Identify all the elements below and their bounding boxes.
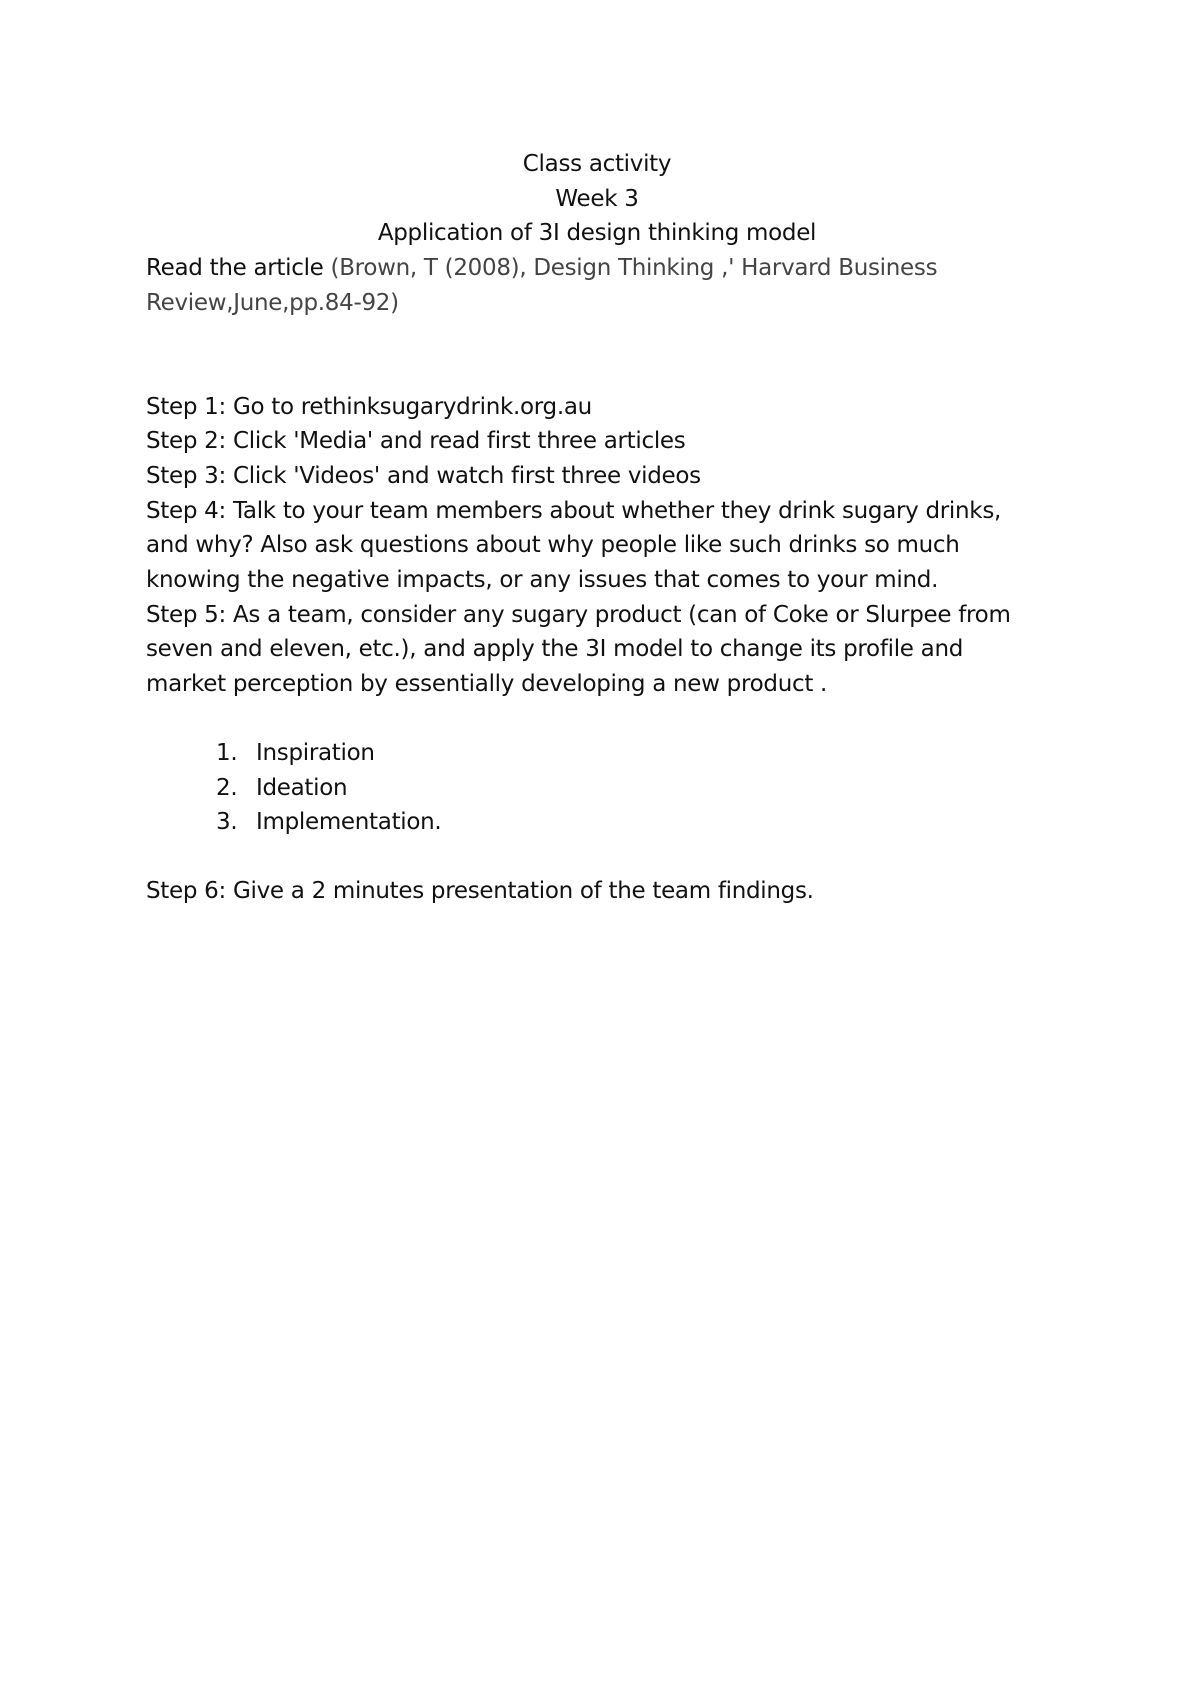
- spacer: [146, 702, 1046, 736]
- step-1: Step 1: Go to rethinksugarydrink.org.au: [146, 393, 592, 420]
- step-4-line-2: and why? Also ask questions about why people like such drinks so much: [146, 532, 960, 559]
- spacer: [146, 321, 1046, 390]
- step-2: Step 2: Click 'Media' and read first three articles: [146, 428, 686, 455]
- list-item-label: Inspiration: [256, 739, 375, 766]
- reference-prefix: Read the article: [146, 255, 331, 282]
- step-5-line-3: market perception by essentially developing a new product .: [146, 671, 828, 698]
- step-6: Step 6: Give a 2 minutes presentation of the team findings.: [146, 877, 814, 904]
- title-block: [146, 147, 1048, 251]
- document-body: [146, 147, 1046, 909]
- reference-line-1: [146, 251, 1046, 286]
- list-item-label: Ideation: [256, 774, 348, 801]
- title-line-class-activity: Class activity: [522, 151, 672, 177]
- step-5-line-2: seven and eleven, etc.), and apply the 3I model to change its profile and: [146, 636, 964, 663]
- model-stage-list: [146, 736, 1046, 840]
- list-item-number: 2.: [216, 774, 238, 801]
- list-item: [146, 736, 1046, 771]
- title-line-model: Application of 3I design thinking model: [377, 220, 817, 247]
- spacer: [146, 840, 1046, 874]
- steps-section: [146, 390, 1046, 702]
- reference-paragraph: [146, 251, 1046, 320]
- step-5-line-1: Step 5: As a team, consider any sugary product (can of Coke or Slurpee from: [146, 601, 1011, 628]
- reference-citation: (Brown, T (2008), Design Thinking ,' Harvard Business: [330, 255, 938, 282]
- list-item-number: 3.: [216, 809, 238, 836]
- list-item: [146, 771, 1046, 806]
- list-item-label: Implementation.: [256, 809, 442, 836]
- list-item: [146, 805, 1046, 840]
- reference-line-2: Review,June,pp.84-92): [146, 289, 399, 316]
- step-3: Step 3: Click 'Videos' and watch first three videos: [146, 462, 701, 489]
- list-item-number: 1.: [216, 739, 238, 766]
- step-4-line-1: Step 4: Talk to your team members about whether they drink sugary drinks,: [146, 497, 1002, 524]
- step-4-line-3: knowing the negative impacts, or any issues that comes to your mind.: [146, 567, 939, 594]
- title-line-week: Week 3: [555, 185, 639, 212]
